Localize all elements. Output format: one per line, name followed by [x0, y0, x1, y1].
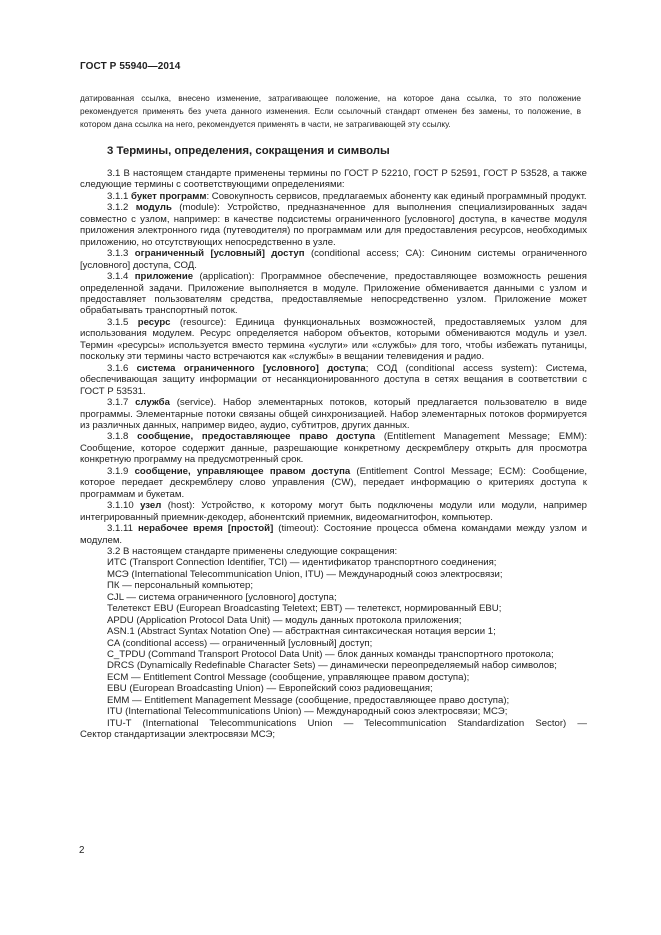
abbreviation-item: ITU (International Telecommunications Union) — Международный союз электросвязи; МСЭ;	[107, 706, 508, 718]
abbreviation-item: APDU (Application Protocol Data Unit) — модуль данных протокола приложения;	[107, 614, 462, 626]
term-definition: (application): Программное обеспечение, предоставляющее возможность решения определенной задачи. Приложение выполняется в модуле. Приложение обменивается данными с узлом и предоставляет пользователям средства, предоставляемые непосредственно узлом. Приложение может обрабатывать транспортный поток.	[80, 271, 587, 317]
term-definition: (conditional access; CA): Синоним системы ограниченного [условного] доступа, СОД.	[80, 248, 588, 271]
term-name: сообщение, предоставляющее право доступа	[137, 431, 376, 443]
term-entry	[80, 271, 587, 317]
term-number: 3.1.8	[107, 431, 129, 443]
abbreviation-item-last-continued: Сектор стандартизации электросвязи МСЭ;	[80, 729, 276, 741]
term-name: ограниченный [условный] доступ	[134, 248, 305, 260]
term-entry	[80, 248, 587, 271]
term-definition: (service). Набор элементарных потоков, который предлагается пользователю в виде программы. Элементарные потоки связаны общей синхронизацией. Набор элементарных потоков формируется из различных данных, например видео, аудио, субтитров, других данных.	[80, 397, 587, 431]
term-number: 3.1.1	[107, 190, 129, 202]
term-entry	[80, 500, 587, 523]
term-definition: (resource): Единица функциональных возможностей, предоставляемых узлом для использования модулем. Ресурс определяется набором объектов, которыми обмениваются модуль и узел. Термин «ресурсы» используется вместо термина «услуги» или «службы» для того, чтобы избежать путаницы, поскольку эти термины часто встречаются как «службы» в вещании телевидения и радио.	[80, 316, 587, 363]
term-entry	[80, 431, 587, 465]
term-number: 3.1.11	[107, 523, 133, 535]
term-number: 3.1.7	[107, 397, 129, 409]
abbreviation-item: EMM — Entitlement Management Message (сообщение, предоставляющее право доступа);	[107, 694, 510, 706]
term-number: 3.1.3	[107, 248, 129, 260]
term-name: букет программ	[131, 190, 207, 202]
term-definition: (module): Устройство, предназначенное для выполнения специализированных задач совместно с узлом, например: в качестве подсистемы ограниченного [условного] доступа, в качестве модуля приложения электронного гида (путеводителя) по программам или для предоставления ресурсов, необходимых приложению, но отсутствующих непосредственно в узле.	[80, 202, 587, 248]
term-definition: (host): Устройство, к которому могут быть подключены модули или модули, например интегрированный приемник-декодер, абонентский приемник, видеомагнитофон, компьютер.	[80, 500, 588, 523]
term-definition: : Совокупность сервисов, предлагаемых абоненту как единый программный продукт.	[206, 190, 587, 202]
intro-note: датированная ссылка, внесено изменение, затрагивающее положение, на которое дана ссылка, то это положение рекомендуется применять без учета данного изменения. Если ссылочный стандарт отменен без замены, то положение, в котором дана ссылка на него, рекомендуется применять в части, не затрагивающей эту ссылку.	[80, 93, 581, 129]
section-title: 3 Термины, определения, сокращения и символы	[107, 145, 390, 157]
term-entry	[80, 523, 587, 546]
term-entry	[80, 397, 587, 431]
terms-list	[80, 191, 587, 546]
term-number: 3.1.2	[107, 202, 129, 214]
document-header: ГОСТ Р 55940—2014	[80, 61, 181, 72]
term-entry	[80, 466, 587, 500]
abbreviation-item-last: ITU-T (International Telecommunications Union — Telecommunication Standardization Sector) —	[107, 717, 587, 729]
term-name: ресурс	[137, 316, 171, 328]
term-name: приложение	[134, 271, 194, 283]
term-definition: (Entitlement Control Message; ECM): Сообщение, которое передает дескремблеру слово управления (CW), передает информацию о критериях доступа к программам и букетам.	[80, 465, 587, 500]
abbreviation-item: ECM — Entitlement Control Message (сообщение, управляющее правом доступа);	[107, 671, 470, 683]
term-number: 3.1.4	[107, 271, 129, 283]
term-name: нерабочее время [простой]	[138, 523, 274, 535]
term-number: 3.1.10	[107, 500, 134, 512]
term-name: сообщение, управляющее правом доступа	[134, 465, 351, 477]
term-name: служба	[135, 397, 170, 409]
term-entry	[80, 191, 587, 202]
page-number: 2	[79, 845, 85, 856]
abbreviation-item: ПК — персональный компьютер;	[107, 580, 254, 592]
abbreviation-item: CJL — система ограниченного [условного] доступа;	[107, 591, 337, 603]
abbreviation-item: МСЭ (International Telecommunication Union, ITU) — Международный союз электросвязи;	[107, 568, 503, 580]
term-definition: ; СОД (conditional access system): Система, обеспечивающая защиту информации от несанкционированного доступа в сетях вещания в соответствии с ГОСТ Р 53531.	[80, 362, 587, 397]
abbreviation-item: EBU (European Broadcasting Union) — Европейский союз радиовещания;	[107, 683, 433, 695]
term-number: 3.1.5	[107, 316, 129, 328]
term-name: система ограниченного [условного] доступа	[136, 362, 366, 374]
abbreviation-item: ASN.1 (Abstract Syntax Notation One) — абстрактная синтаксическая нотация версии 1;	[107, 626, 496, 638]
term-entry	[80, 363, 587, 397]
section-body	[80, 168, 587, 741]
abbreviation-item: ИТС (Transport Connection Identifier, TCI) — идентификатор транспортного соединения;	[107, 557, 497, 569]
abbreviation-item: C_TPDU (Command Transport Protocol Data Unit) — блок данных команды транспортного протокола;	[107, 649, 554, 661]
term-entry	[80, 202, 587, 248]
terms-intro: 3.1 В настоящем стандарте применены термины по ГОСТ Р 52210, ГОСТ Р 52591, ГОСТ Р 53528, а также следующие термины с соответствующими определениями:	[80, 168, 587, 191]
term-name: модуль	[135, 202, 172, 214]
term-number: 3.1.9	[107, 465, 129, 477]
term-entry	[80, 317, 587, 363]
term-definition: (timeout): Состояние процесса обмена командами между узлом и модулем.	[80, 523, 587, 546]
abbreviation-item: Телетекст EBU (European Broadcasting Teletext; EBT) — телетекст, нормированный EBU;	[107, 603, 502, 615]
abbreviation-item: DRCS (Dynamically Redefinable Character Sets) — динамически переопределяемый набор символов;	[107, 660, 557, 672]
term-definition: (Entitlement Management Message; EMM): Сообщение, которое содержит данные, разрешающие конкретному дескремблеру открыть для просмотра конкретную программу на предусмотренный срок.	[80, 431, 587, 466]
abbreviations-intro: 3.2 В настоящем стандарте применены следующие сокращения:	[107, 545, 398, 557]
term-name: узел	[140, 500, 162, 512]
abbreviations-list	[80, 557, 587, 717]
term-number: 3.1.6	[107, 362, 129, 374]
abbreviation-item: CA (conditional access) — ограниченный [условный] доступ;	[107, 637, 373, 649]
